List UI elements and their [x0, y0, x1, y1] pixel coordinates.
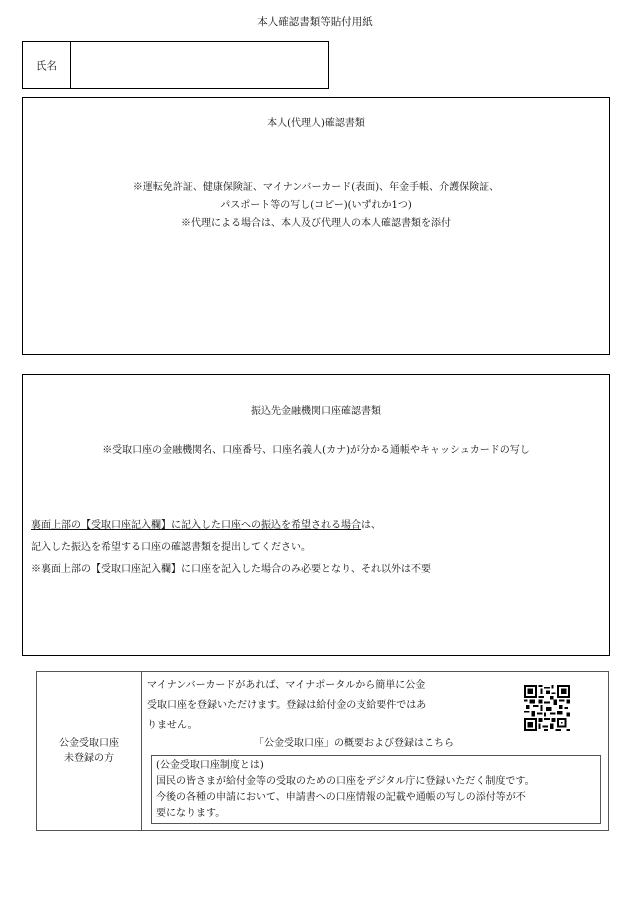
public-account-label-line1: 公金受取口座: [59, 738, 119, 749]
public-account-text: [147, 676, 487, 736]
bank-section-line2: 記入した振込を希望する口座の確認書類を提出してください。: [31, 542, 311, 553]
public-account-definition: [151, 755, 601, 824]
name-field[interactable]: [22, 41, 329, 89]
definition-line3: 要になります。: [156, 808, 226, 819]
bank-section-line3: ※裏面上部の【受取口座記入欄】に口座を記入した場合のみ必要となり、それ以外は不要: [31, 564, 431, 575]
definition-line1: 国民の皆さまが給付金等の受取のための口座をデジタル庁に登録いただく制度です。: [156, 776, 535, 787]
public-account-label-line2: 未登録の方: [64, 753, 114, 764]
id-section-line2: パスポート等の写し(コピー)(いずれか1つ): [220, 200, 412, 211]
id-section-line3: ※代理による場合は、本人及び代理人の本人確認書類を添付: [181, 218, 451, 229]
bank-section-line1-underlined: 裏面上部の【受取口座記入欄】に記入した口座への振込を希望される場合: [31, 520, 361, 531]
page-title: 本人確認書類等貼付用紙: [257, 16, 373, 28]
public-account-label: [37, 672, 142, 830]
bank-document-attachment-area: [22, 374, 610, 656]
public-account-text-line2: 受取口座を登録いただけます。登録は給付金の支給要件ではあ: [147, 700, 427, 711]
id-document-attachment-area: [22, 97, 610, 355]
definition-title: (公金受取口座制度とは): [156, 760, 264, 771]
qr-code-icon[interactable]: [524, 685, 570, 731]
bank-section-heading: 振込先金融機関口座確認書類: [251, 406, 381, 417]
id-section-line1: ※運転免許証、健康保険証、マイナンバーカード(表面)、年金手帳、介護保険証、: [132, 182, 500, 193]
public-account-text-line1: マイナンバーカードがあれば、マイナポータルから簡単に公金: [147, 680, 426, 691]
bank-section-line1-suffix: は、: [361, 520, 381, 531]
public-account-info: [36, 671, 609, 831]
id-section-heading: 本人(代理人)確認書類: [267, 118, 365, 129]
definition-line2: 今後の各種の申請において、申請書への口座情報の記載や通帳の写しの添付等が不: [156, 792, 526, 803]
bank-section-line1: [31, 515, 381, 537]
public-account-text-line3: りません。: [147, 720, 198, 731]
public-account-link[interactable]: 「公金受取口座」の概要および登録はこちら: [254, 738, 454, 749]
bank-section-note: ※受取口座の金融機関名、口座番号、口座名義人(カナ)が分かる通帳やキャッシュカードの写し: [102, 445, 530, 456]
name-label: 氏名: [23, 42, 71, 88]
